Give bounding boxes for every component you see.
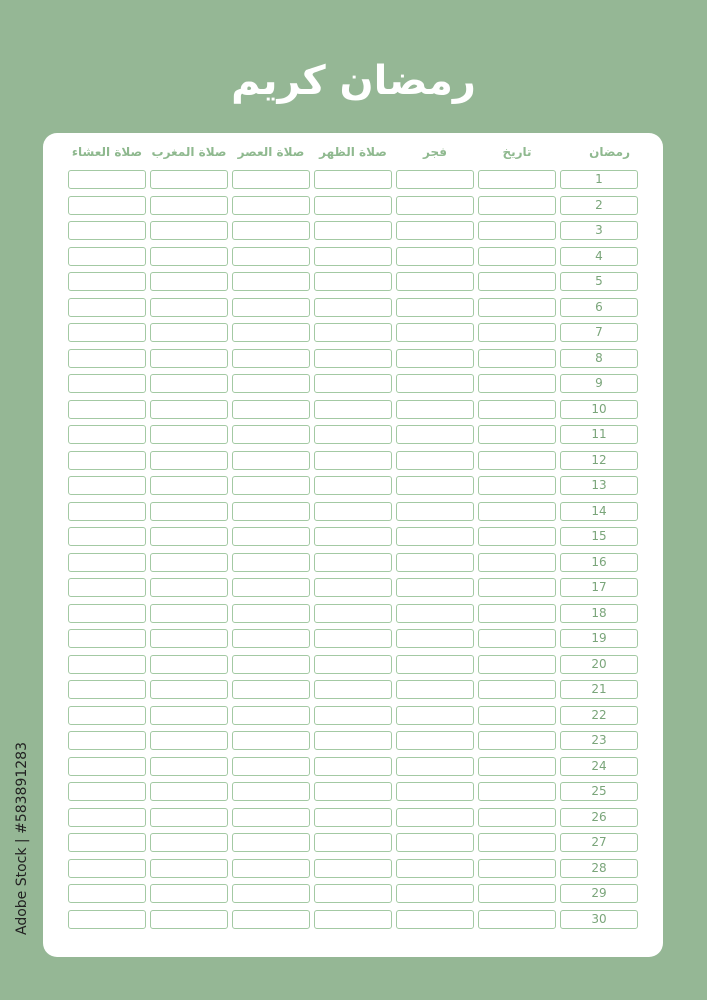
- dhuhr-cell[interactable]: [314, 476, 392, 495]
- dhuhr-cell[interactable]: [314, 221, 392, 240]
- isha-cell[interactable]: [68, 196, 146, 215]
- fajr-cell[interactable]: [396, 298, 474, 317]
- maghrib-cell[interactable]: [150, 757, 228, 776]
- table-row: [68, 527, 638, 553]
- dhuhr-cell[interactable]: [314, 884, 392, 903]
- dhuhr-cell[interactable]: [314, 731, 392, 750]
- day-number-cell: 8: [560, 349, 638, 368]
- maghrib-cell[interactable]: [150, 553, 228, 572]
- table-row: [68, 374, 638, 400]
- fajr-cell[interactable]: [396, 476, 474, 495]
- asr-cell[interactable]: [232, 221, 310, 240]
- dhuhr-cell[interactable]: [314, 604, 392, 623]
- date-cell[interactable]: [478, 833, 556, 852]
- isha-cell[interactable]: [68, 527, 146, 546]
- asr-cell[interactable]: [232, 757, 310, 776]
- day-number-cell: 29: [560, 884, 638, 903]
- asr-cell[interactable]: [232, 782, 310, 801]
- maghrib-cell[interactable]: [150, 527, 228, 546]
- date-cell[interactable]: [478, 527, 556, 546]
- fajr-cell[interactable]: [396, 451, 474, 470]
- isha-cell[interactable]: [68, 629, 146, 648]
- date-cell[interactable]: [478, 884, 556, 903]
- date-cell[interactable]: [478, 680, 556, 699]
- maghrib-cell[interactable]: [150, 502, 228, 521]
- fajr-cell[interactable]: [396, 884, 474, 903]
- maghrib-cell[interactable]: [150, 476, 228, 495]
- isha-cell[interactable]: [68, 655, 146, 674]
- date-cell[interactable]: [478, 910, 556, 929]
- day-number-cell: 27: [560, 833, 638, 852]
- isha-cell[interactable]: [68, 910, 146, 929]
- dhuhr-cell[interactable]: [314, 349, 392, 368]
- date-cell[interactable]: [478, 221, 556, 240]
- dhuhr-cell[interactable]: [314, 247, 392, 266]
- dhuhr-cell[interactable]: [314, 502, 392, 521]
- fajr-cell[interactable]: [396, 706, 474, 725]
- asr-cell[interactable]: [232, 425, 310, 444]
- fajr-cell[interactable]: [396, 527, 474, 546]
- asr-cell[interactable]: [232, 859, 310, 878]
- fajr-cell[interactable]: [396, 425, 474, 444]
- date-cell[interactable]: [478, 374, 556, 393]
- table-row: [68, 578, 638, 604]
- maghrib-cell[interactable]: [150, 655, 228, 674]
- dhuhr-cell[interactable]: [314, 833, 392, 852]
- dhuhr-cell[interactable]: [314, 910, 392, 929]
- fajr-cell[interactable]: [396, 323, 474, 342]
- header-asr: صلاة العصر: [237, 145, 305, 159]
- header-ramadan-day: رمضان: [589, 145, 630, 159]
- isha-cell[interactable]: [68, 298, 146, 317]
- table-header: [68, 145, 638, 159]
- maghrib-cell[interactable]: [150, 221, 228, 240]
- asr-cell[interactable]: [232, 272, 310, 291]
- fajr-cell[interactable]: [396, 553, 474, 572]
- maghrib-cell[interactable]: [150, 451, 228, 470]
- dhuhr-cell[interactable]: [314, 782, 392, 801]
- date-cell[interactable]: [478, 400, 556, 419]
- date-cell[interactable]: [478, 451, 556, 470]
- table-row: [68, 910, 638, 936]
- fajr-cell[interactable]: [396, 349, 474, 368]
- asr-cell[interactable]: [232, 349, 310, 368]
- table-row: [68, 349, 638, 375]
- maghrib-cell[interactable]: [150, 782, 228, 801]
- day-number-cell: 28: [560, 859, 638, 878]
- watermark-id: Adobe Stock | #583891283: [14, 742, 30, 935]
- maghrib-cell[interactable]: [150, 323, 228, 342]
- asr-cell[interactable]: [232, 680, 310, 699]
- day-number-cell: 12: [560, 451, 638, 470]
- dhuhr-cell[interactable]: [314, 196, 392, 215]
- isha-cell[interactable]: [68, 451, 146, 470]
- dhuhr-cell[interactable]: [314, 323, 392, 342]
- maghrib-cell[interactable]: [150, 247, 228, 266]
- dhuhr-cell[interactable]: [314, 757, 392, 776]
- table-row: [68, 247, 638, 273]
- fajr-cell[interactable]: [396, 502, 474, 521]
- fajr-cell[interactable]: [396, 374, 474, 393]
- dhuhr-cell[interactable]: [314, 553, 392, 572]
- date-cell[interactable]: [478, 170, 556, 189]
- table-row: [68, 553, 638, 579]
- asr-cell[interactable]: [232, 323, 310, 342]
- asr-cell[interactable]: [232, 196, 310, 215]
- dhuhr-cell[interactable]: [314, 170, 392, 189]
- day-number-cell: 3: [560, 221, 638, 240]
- dhuhr-cell[interactable]: [314, 451, 392, 470]
- dhuhr-cell[interactable]: [314, 706, 392, 725]
- table-body: [68, 170, 638, 935]
- asr-cell[interactable]: [232, 553, 310, 572]
- isha-cell[interactable]: [68, 400, 146, 419]
- asr-cell[interactable]: [232, 578, 310, 597]
- fajr-cell[interactable]: [396, 833, 474, 852]
- maghrib-cell[interactable]: [150, 731, 228, 750]
- table-row: [68, 502, 638, 528]
- fajr-cell[interactable]: [396, 731, 474, 750]
- maghrib-cell[interactable]: [150, 400, 228, 419]
- maghrib-cell[interactable]: [150, 910, 228, 929]
- day-number-cell: 4: [560, 247, 638, 266]
- maghrib-cell[interactable]: [150, 196, 228, 215]
- maghrib-cell[interactable]: [150, 604, 228, 623]
- maghrib-cell[interactable]: [150, 578, 228, 597]
- asr-cell[interactable]: [232, 374, 310, 393]
- date-cell[interactable]: [478, 731, 556, 750]
- isha-cell[interactable]: [68, 680, 146, 699]
- asr-cell[interactable]: [232, 476, 310, 495]
- table-row: [68, 221, 638, 247]
- isha-cell[interactable]: [68, 731, 146, 750]
- dhuhr-cell[interactable]: [314, 629, 392, 648]
- table-row: [68, 731, 638, 757]
- fajr-cell[interactable]: [396, 782, 474, 801]
- table-row: [68, 808, 638, 834]
- table-row: [68, 323, 638, 349]
- isha-cell[interactable]: [68, 349, 146, 368]
- day-number-cell: 20: [560, 655, 638, 674]
- header-fajr: فجر: [423, 145, 447, 159]
- asr-cell[interactable]: [232, 629, 310, 648]
- isha-cell[interactable]: [68, 553, 146, 572]
- table-row: [68, 400, 638, 426]
- day-number-cell: 23: [560, 731, 638, 750]
- isha-cell[interactable]: [68, 247, 146, 266]
- asr-cell[interactable]: [232, 170, 310, 189]
- fajr-cell[interactable]: [396, 247, 474, 266]
- table-row: [68, 706, 638, 732]
- day-number-cell: 10: [560, 400, 638, 419]
- day-number-cell: 17: [560, 578, 638, 597]
- isha-cell[interactable]: [68, 757, 146, 776]
- day-number-cell: 26: [560, 808, 638, 827]
- maghrib-cell[interactable]: [150, 706, 228, 725]
- date-cell[interactable]: [478, 502, 556, 521]
- asr-cell[interactable]: [232, 655, 310, 674]
- header-date: تاريخ: [502, 145, 532, 159]
- maghrib-cell[interactable]: [150, 808, 228, 827]
- dhuhr-cell[interactable]: [314, 808, 392, 827]
- isha-cell[interactable]: [68, 425, 146, 444]
- asr-cell[interactable]: [232, 247, 310, 266]
- isha-cell[interactable]: [68, 604, 146, 623]
- asr-cell[interactable]: [232, 910, 310, 929]
- date-cell[interactable]: [478, 578, 556, 597]
- isha-cell[interactable]: [68, 272, 146, 291]
- dhuhr-cell[interactable]: [314, 578, 392, 597]
- date-cell[interactable]: [478, 298, 556, 317]
- day-number-cell: 1: [560, 170, 638, 189]
- date-cell[interactable]: [478, 655, 556, 674]
- header-maghrib: صلاة المغرب: [151, 145, 227, 159]
- isha-cell[interactable]: [68, 859, 146, 878]
- header-isha: صلاة العشاء: [71, 145, 143, 159]
- isha-cell[interactable]: [68, 578, 146, 597]
- date-cell[interactable]: [478, 476, 556, 495]
- header-dhuhr: صلاة الظهر: [319, 145, 387, 159]
- table-row: [68, 170, 638, 196]
- table-row: [68, 476, 638, 502]
- day-number-cell: 2: [560, 196, 638, 215]
- date-cell[interactable]: [478, 349, 556, 368]
- maghrib-cell[interactable]: [150, 833, 228, 852]
- table-row: [68, 604, 638, 630]
- fajr-cell[interactable]: [396, 170, 474, 189]
- isha-cell[interactable]: [68, 808, 146, 827]
- maghrib-cell[interactable]: [150, 884, 228, 903]
- fajr-cell[interactable]: [396, 680, 474, 699]
- isha-cell[interactable]: [68, 374, 146, 393]
- table-row: [68, 272, 638, 298]
- asr-cell[interactable]: [232, 706, 310, 725]
- day-number-cell: 11: [560, 425, 638, 444]
- dhuhr-cell[interactable]: [314, 655, 392, 674]
- dhuhr-cell[interactable]: [314, 859, 392, 878]
- fajr-cell[interactable]: [396, 859, 474, 878]
- fajr-cell[interactable]: [396, 604, 474, 623]
- date-cell[interactable]: [478, 604, 556, 623]
- fajr-cell[interactable]: [396, 272, 474, 291]
- asr-cell[interactable]: [232, 604, 310, 623]
- fajr-cell[interactable]: [396, 910, 474, 929]
- day-number-cell: 25: [560, 782, 638, 801]
- fajr-cell[interactable]: [396, 400, 474, 419]
- dhuhr-cell[interactable]: [314, 298, 392, 317]
- table-row: [68, 196, 638, 222]
- table-row: [68, 833, 638, 859]
- dhuhr-cell[interactable]: [314, 425, 392, 444]
- table-row: [68, 680, 638, 706]
- dhuhr-cell[interactable]: [314, 527, 392, 546]
- table-row: [68, 757, 638, 783]
- fajr-cell[interactable]: [396, 578, 474, 597]
- maghrib-cell[interactable]: [150, 859, 228, 878]
- dhuhr-cell[interactable]: [314, 400, 392, 419]
- table-row: [68, 451, 638, 477]
- maghrib-cell[interactable]: [150, 349, 228, 368]
- fajr-cell[interactable]: [396, 757, 474, 776]
- fajr-cell[interactable]: [396, 808, 474, 827]
- date-cell[interactable]: [478, 859, 556, 878]
- isha-cell[interactable]: [68, 706, 146, 725]
- date-cell[interactable]: [478, 629, 556, 648]
- maghrib-cell[interactable]: [150, 170, 228, 189]
- table-row: [68, 298, 638, 324]
- date-cell[interactable]: [478, 782, 556, 801]
- date-cell[interactable]: [478, 553, 556, 572]
- isha-cell[interactable]: [68, 782, 146, 801]
- date-cell[interactable]: [478, 706, 556, 725]
- tracker-card: [43, 133, 663, 957]
- dhuhr-cell[interactable]: [314, 272, 392, 291]
- date-cell[interactable]: [478, 272, 556, 291]
- dhuhr-cell[interactable]: [314, 680, 392, 699]
- date-cell[interactable]: [478, 196, 556, 215]
- maghrib-cell[interactable]: [150, 298, 228, 317]
- day-number-cell: 5: [560, 272, 638, 291]
- date-cell[interactable]: [478, 757, 556, 776]
- day-number-cell: 30: [560, 910, 638, 929]
- dhuhr-cell[interactable]: [314, 374, 392, 393]
- day-number-cell: 6: [560, 298, 638, 317]
- table-row: [68, 629, 638, 655]
- maghrib-cell[interactable]: [150, 374, 228, 393]
- page-title: رمضان كريم: [231, 58, 476, 104]
- day-number-cell: 13: [560, 476, 638, 495]
- table-row: [68, 859, 638, 885]
- table-row: [68, 425, 638, 451]
- table-row: [68, 655, 638, 681]
- asr-cell[interactable]: [232, 400, 310, 419]
- day-number-cell: 9: [560, 374, 638, 393]
- day-number-cell: 16: [560, 553, 638, 572]
- fajr-cell[interactable]: [396, 221, 474, 240]
- day-number-cell: 14: [560, 502, 638, 521]
- asr-cell[interactable]: [232, 731, 310, 750]
- isha-cell[interactable]: [68, 502, 146, 521]
- fajr-cell[interactable]: [396, 655, 474, 674]
- asr-cell[interactable]: [232, 451, 310, 470]
- maghrib-cell[interactable]: [150, 680, 228, 699]
- asr-cell[interactable]: [232, 884, 310, 903]
- isha-cell[interactable]: [68, 323, 146, 342]
- date-cell[interactable]: [478, 247, 556, 266]
- isha-cell[interactable]: [68, 884, 146, 903]
- day-number-cell: 22: [560, 706, 638, 725]
- day-number-cell: 18: [560, 604, 638, 623]
- day-number-cell: 7: [560, 323, 638, 342]
- day-number-cell: 21: [560, 680, 638, 699]
- table-row: [68, 782, 638, 808]
- day-number-cell: 19: [560, 629, 638, 648]
- date-cell[interactable]: [478, 808, 556, 827]
- isha-cell[interactable]: [68, 170, 146, 189]
- date-cell[interactable]: [478, 323, 556, 342]
- fajr-cell[interactable]: [396, 629, 474, 648]
- asr-cell[interactable]: [232, 808, 310, 827]
- asr-cell[interactable]: [232, 298, 310, 317]
- day-number-cell: 15: [560, 527, 638, 546]
- isha-cell[interactable]: [68, 833, 146, 852]
- maghrib-cell[interactable]: [150, 272, 228, 291]
- date-cell[interactable]: [478, 425, 556, 444]
- day-number-cell: 24: [560, 757, 638, 776]
- isha-cell[interactable]: [68, 221, 146, 240]
- fajr-cell[interactable]: [396, 196, 474, 215]
- asr-cell[interactable]: [232, 527, 310, 546]
- maghrib-cell[interactable]: [150, 425, 228, 444]
- isha-cell[interactable]: [68, 476, 146, 495]
- asr-cell[interactable]: [232, 502, 310, 521]
- table-row: [68, 884, 638, 910]
- maghrib-cell[interactable]: [150, 629, 228, 648]
- asr-cell[interactable]: [232, 833, 310, 852]
